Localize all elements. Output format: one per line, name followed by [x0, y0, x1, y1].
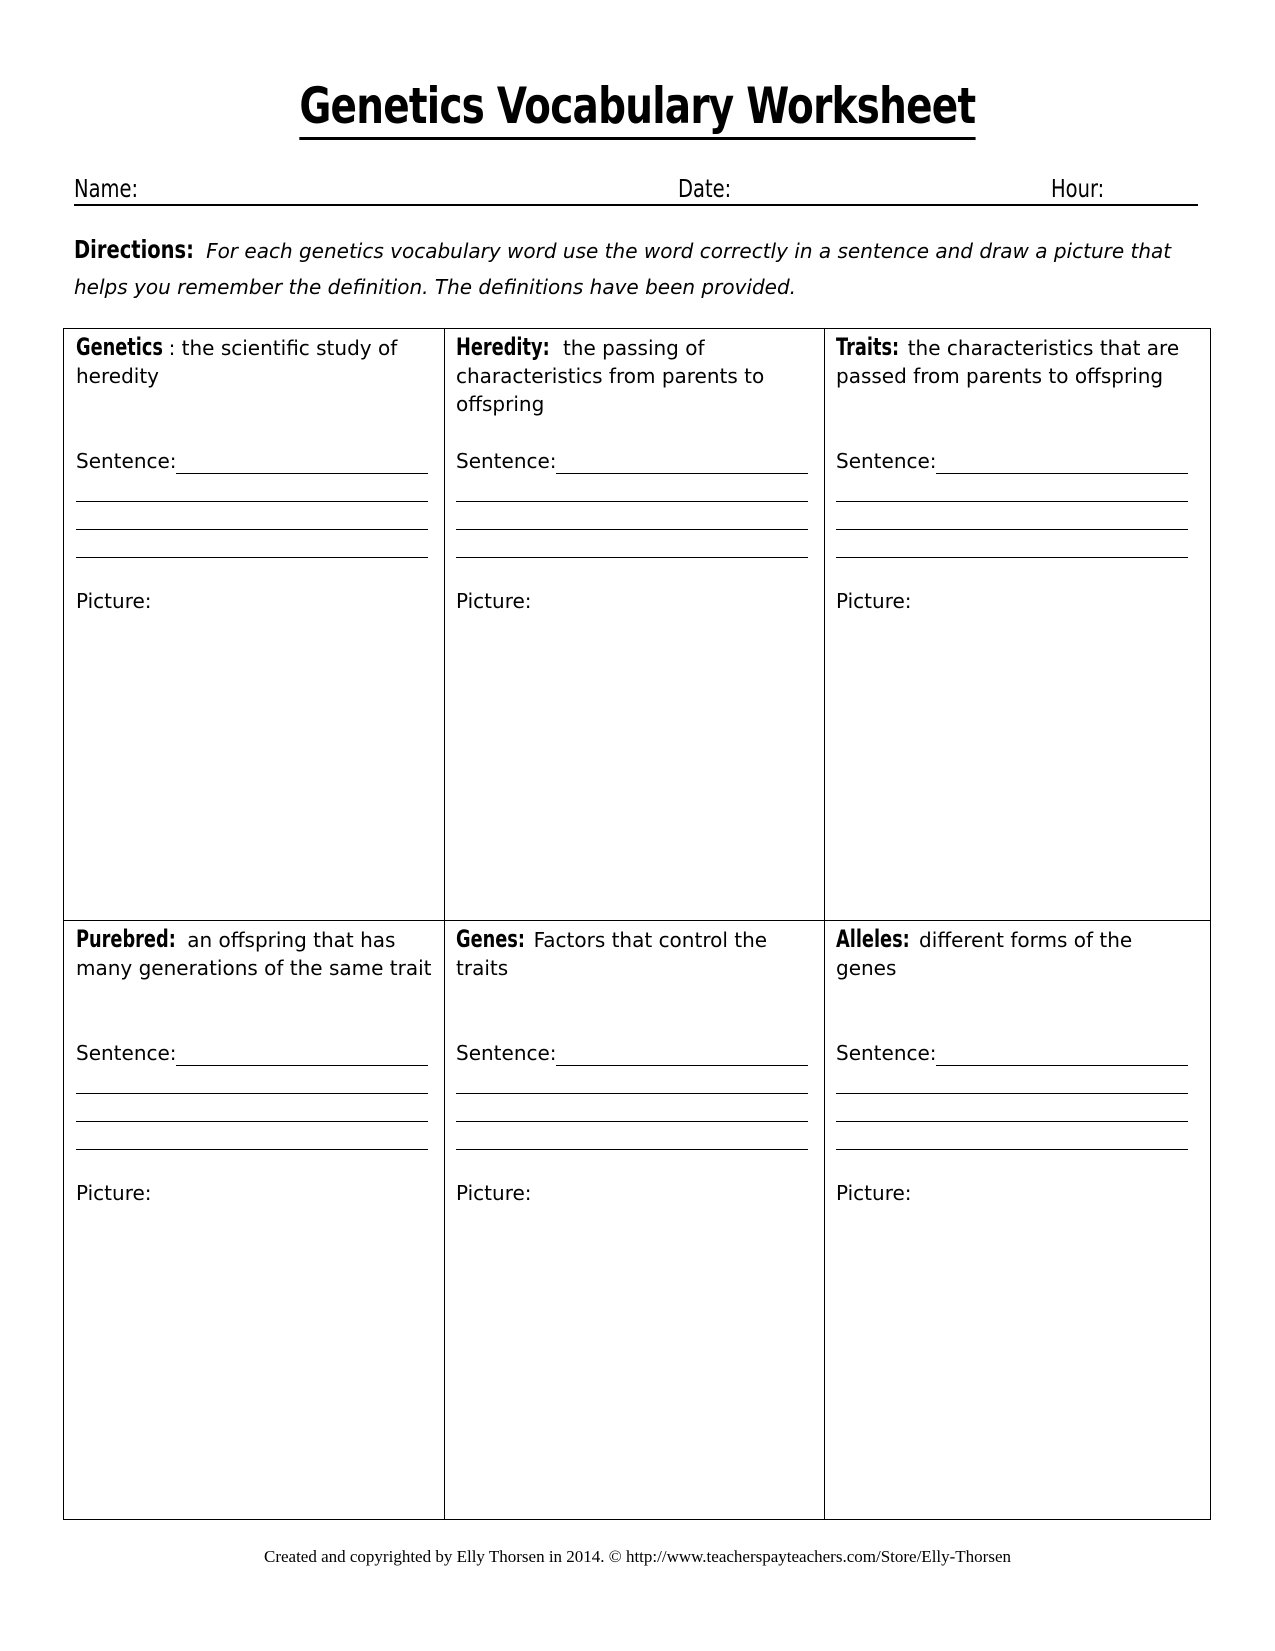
sentence-blank[interactable] [76, 1149, 428, 1150]
cell-heading [456, 333, 816, 418]
cell-heading [456, 925, 816, 982]
sentence-label: Sentence: [76, 1041, 177, 1065]
directions-text: For each genetics vocabulary word use the word correctly in a sentence and draw a picture that helps you remember the definition. The definitions have been provided. [74, 239, 1172, 299]
sentence-blank[interactable] [936, 473, 1188, 474]
vocab-cell-heredity [444, 329, 814, 919]
copyright-footer: Created and copyrighted by Elly Thorsen in 2014. © http://www.teacherspayteachers.com/Store/Elly-Thorsen [263, 1547, 1012, 1566]
vocab-cell-purebred [64, 921, 434, 1511]
sentence-blank[interactable] [836, 1093, 1188, 1094]
cell-heading [76, 925, 436, 982]
vocab-term: Traits: [836, 333, 900, 361]
vocab-cell-genetics [64, 329, 434, 919]
sentence-blank[interactable] [836, 1149, 1188, 1150]
sentence-blank[interactable] [76, 529, 428, 530]
page-title [0, 76, 1275, 140]
sentence-blank[interactable] [176, 1065, 428, 1066]
vocab-definition: different forms of the genes [836, 928, 1133, 980]
vocab-definition: the passing of characteristics from parents to offspring [456, 336, 765, 416]
hour-label: Hour: [1051, 174, 1105, 203]
sentence-blank[interactable] [76, 1093, 428, 1094]
vocab-term: Genetics [76, 333, 163, 361]
sentence-blank[interactable] [456, 529, 808, 530]
sentence-blank[interactable] [76, 1121, 428, 1122]
cell-heading [836, 333, 1196, 390]
directions [74, 232, 1184, 305]
sentence-blank[interactable] [836, 557, 1188, 558]
vocab-term: Heredity: [456, 333, 550, 361]
name-label: Name: [74, 174, 139, 203]
sentence-blank[interactable] [556, 473, 808, 474]
page-title-text: Genetics Vocabulary Worksheet [300, 76, 976, 140]
sentence-blank[interactable] [176, 473, 428, 474]
date-label: Date: [678, 174, 732, 203]
sentence-label: Sentence: [456, 449, 557, 473]
picture-label: Picture: [456, 1181, 532, 1205]
vocab-term: Genes: [456, 925, 525, 953]
sentence-label: Sentence: [76, 449, 177, 473]
sentence-blank[interactable] [836, 501, 1188, 502]
sentence-blank[interactable] [456, 1149, 808, 1150]
student-info-line [74, 172, 1198, 206]
sentence-blank[interactable] [456, 1121, 808, 1122]
sentence-blank[interactable] [556, 1065, 808, 1066]
directions-label: Directions: [74, 235, 194, 264]
sentence-label: Sentence: [836, 1041, 937, 1065]
cell-heading [836, 925, 1196, 982]
sentence-blank[interactable] [456, 557, 808, 558]
vocab-term: Alleles: [836, 925, 910, 953]
vocab-cell-alleles [824, 921, 1194, 1511]
sentence-blank[interactable] [76, 557, 428, 558]
sentence-blank[interactable] [76, 501, 428, 502]
sentence-blank[interactable] [836, 1121, 1188, 1122]
vocabulary-grid [63, 328, 1211, 1520]
picture-label: Picture: [76, 589, 152, 613]
picture-label: Picture: [836, 1181, 912, 1205]
cell-heading [76, 333, 436, 390]
sentence-blank[interactable] [456, 1093, 808, 1094]
sentence-blank[interactable] [936, 1065, 1188, 1066]
sentence-blank[interactable] [836, 529, 1188, 530]
picture-label: Picture: [836, 589, 912, 613]
vocab-definition: Factors that control the traits [456, 928, 768, 980]
picture-label: Picture: [456, 589, 532, 613]
vocab-cell-traits [824, 329, 1194, 919]
vocab-definition: an offspring that has many generations of the same trait [76, 928, 432, 980]
vocab-term: Purebred: [76, 925, 176, 953]
sentence-label: Sentence: [836, 449, 937, 473]
vocab-cell-genes [444, 921, 814, 1511]
sentence-blank[interactable] [456, 501, 808, 502]
sentence-label: Sentence: [456, 1041, 557, 1065]
picture-label: Picture: [76, 1181, 152, 1205]
vocab-definition: : the scientific study of heredity [76, 336, 398, 388]
vocab-definition: the characteristics that are passed from parents to offspring [836, 336, 1180, 388]
